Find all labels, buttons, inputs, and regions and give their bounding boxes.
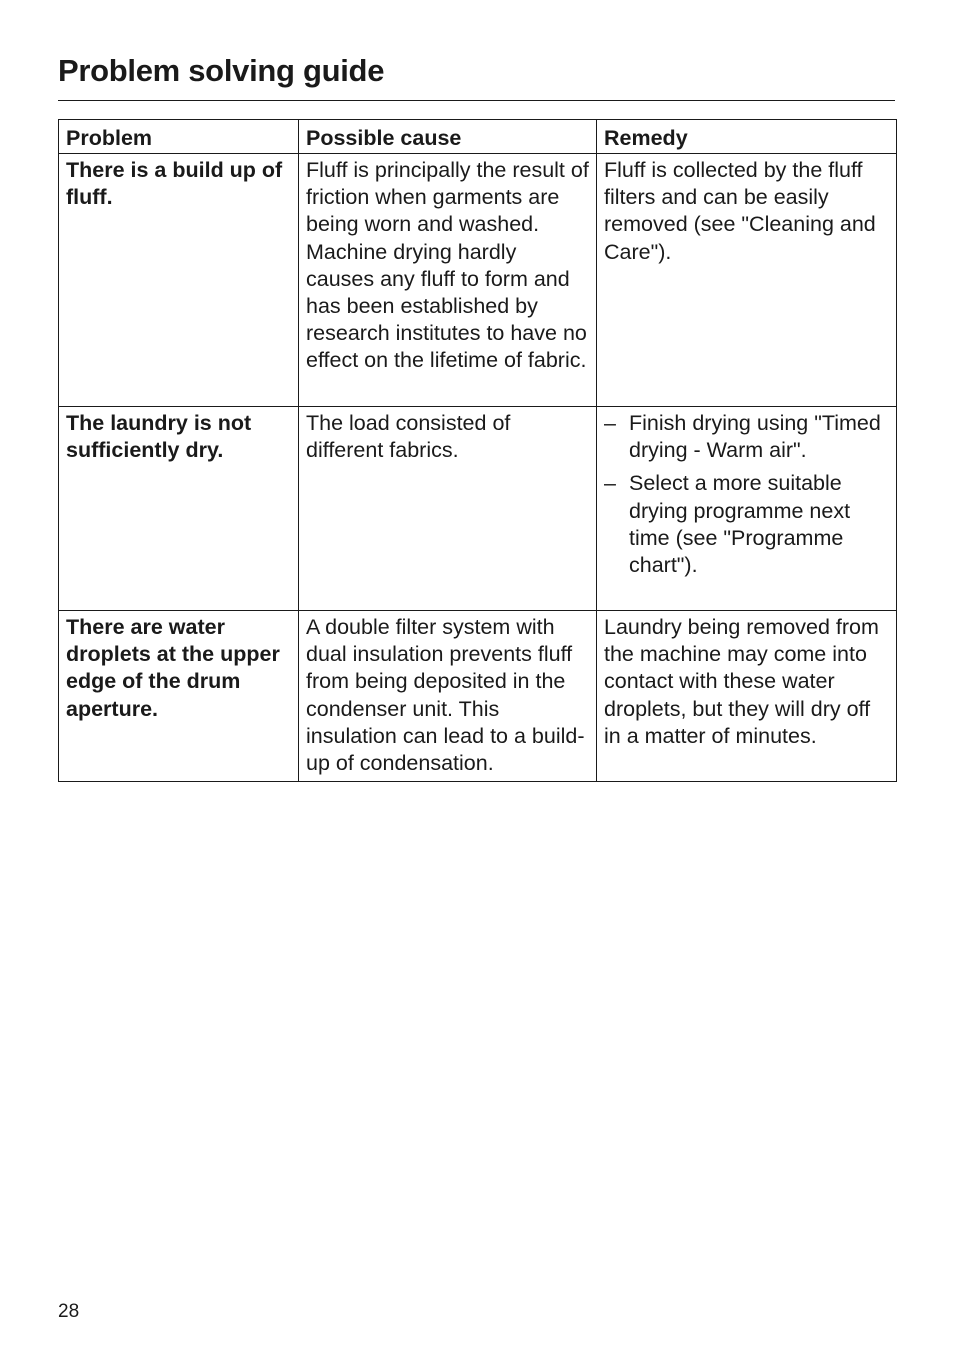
- remedy-list-item: [604, 470, 890, 579]
- remedy-cell: Fluff is collected by the fluff filters and can be easily removed (see "Cleaning and Care").: [597, 154, 897, 407]
- problem-solving-table: [58, 119, 897, 782]
- table-row: [59, 407, 897, 611]
- remedy-item-text: Finish drying using "Timed drying - Warm air".: [629, 411, 881, 463]
- title-divider: [58, 100, 895, 101]
- cause-cell: The load consisted of different fabrics.: [299, 407, 597, 611]
- cause-cell: A double filter system with dual insulation prevents fluff from being deposited in the condenser unit. This insulation can lead to a build-up of condensation.: [299, 611, 597, 782]
- dash-bullet: –: [604, 471, 616, 496]
- remedy-item-text: Select a more suitable drying programme next time (see "Programme chart").: [629, 471, 851, 578]
- problem-cell: There are water droplets at the upper edge of the drum aperture.: [59, 611, 299, 782]
- remedy-cell: Laundry being removed from the machine may come into contact with these water droplets, but they will dry off in a matter of minutes.: [597, 611, 897, 782]
- header-problem: Problem: [59, 120, 299, 154]
- table-header-row: [59, 120, 897, 154]
- remedy-cell: [597, 407, 897, 611]
- header-remedy: Remedy: [597, 120, 897, 154]
- dash-bullet: –: [604, 411, 616, 435]
- cause-cell: Fluff is principally the result of friction when garments are being worn and washed. Machine drying hardly causes any fluff to form and has been established by research institutes to have no effect on the lifetime of fabric.: [299, 154, 597, 407]
- problem-cell: There is a build up of fluff.: [59, 154, 299, 407]
- header-possible-cause: Possible cause: [299, 120, 597, 154]
- table-row: [59, 154, 897, 407]
- remedy-list-item: [604, 410, 890, 464]
- table-row: [59, 611, 897, 782]
- page-title: Problem solving guide: [58, 53, 385, 88]
- remedy-list: [604, 410, 890, 579]
- problem-cell: The laundry is not sufficiently dry.: [59, 407, 299, 611]
- page-number: 28: [58, 1301, 80, 1322]
